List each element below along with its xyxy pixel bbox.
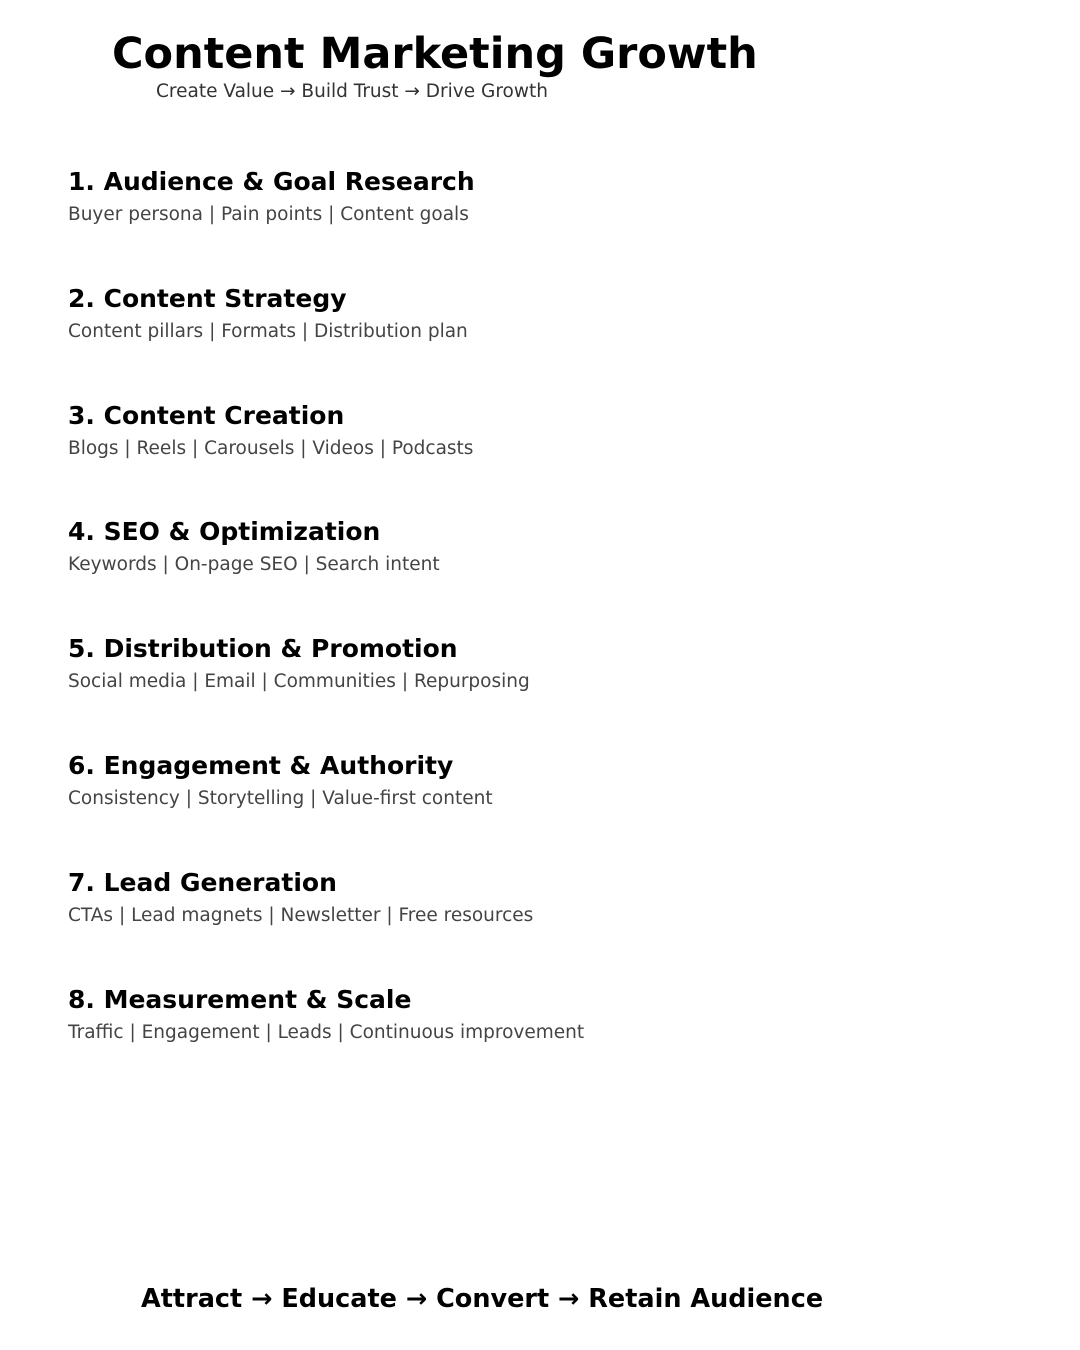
step-detail: Blogs | Reels | Carousels | Videos | Podcasts [68,437,474,459]
step-detail: Buyer persona | Pain points | Content goals [68,204,469,225]
step-title: 3. Content Creation [68,400,345,430]
footer-tagline: Attract → Educate → Convert → Retain Audience [141,1284,824,1314]
step-title: 4. SEO & Optimization [68,517,381,547]
step-item [68,867,968,984]
step-detail: Social media | Email | Communities | Repurposing [68,671,530,693]
step-detail: Keywords | On-page SEO | Search intent [68,554,440,576]
step-item [68,633,968,750]
step-title: 1. Audience & Goal Research [68,167,475,196]
step-item [68,750,968,867]
step-title: 5. Distribution & Promotion [68,634,458,664]
step-title: 6. Engagement & Authority [68,750,454,780]
step-detail: Consistency | Storytelling | Value-first content [68,787,493,809]
steps-list [68,166,968,1100]
page-title: Content Marketing Growth [112,29,758,79]
step-item [68,400,968,517]
step-title: 2. Content Strategy [68,283,347,313]
step-detail: Traffic | Engagement | Leads | Continuous improvement [68,1021,585,1043]
step-title: 7. Lead Generation [68,867,337,897]
step-title: 8. Measurement & Scale [68,984,412,1014]
step-item [68,283,968,400]
step-item [68,166,968,283]
step-item [68,984,968,1101]
step-detail: Content pillars | Formats | Distribution plan [68,320,468,342]
step-detail: CTAs | Lead magnets | Newsletter | Free resources [68,904,534,926]
step-item [68,516,968,633]
page-subtitle: Create Value → Build Trust → Drive Growth [156,81,548,102]
